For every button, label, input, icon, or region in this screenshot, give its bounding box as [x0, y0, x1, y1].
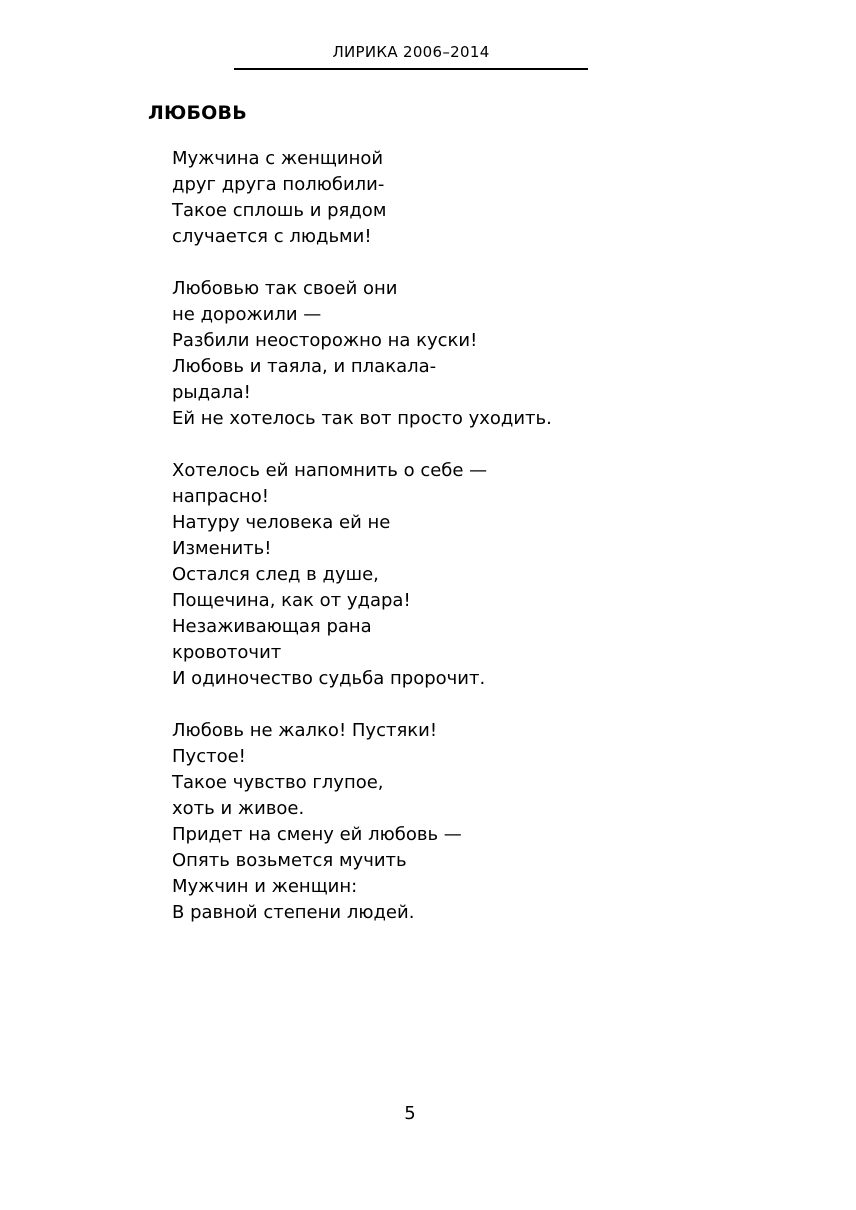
verse-line: Мужчин и женщин:	[172, 876, 358, 897]
page-number: 5	[404, 1103, 416, 1124]
verse-line: Изменить!	[172, 538, 272, 559]
verse-line: Любовью так своей они	[172, 278, 398, 299]
verse-line: Любовь и таяла, и плакала-	[172, 356, 437, 377]
verse-line: Придет на смену ей любовь —	[172, 824, 462, 845]
verse-line: хоть и живое.	[172, 798, 305, 819]
verse-line: друг друга полюбили-	[172, 174, 385, 195]
verse-line: случается с людьми!	[172, 226, 372, 247]
verse-line: В равной степени людей.	[172, 902, 415, 923]
stanza-1	[172, 146, 772, 250]
verse-line: И одиночество судьба пророчит.	[172, 668, 486, 689]
verse-line: рыдала!	[172, 382, 251, 403]
verse-line: кровоточит	[172, 642, 282, 663]
verse-line: Такое чувство глупое,	[172, 772, 384, 793]
poem-title: ЛЮБОВЬ	[148, 102, 247, 124]
verse-line: не дорожили —	[172, 304, 322, 325]
stanza-3	[172, 458, 772, 692]
verse-line: Пустое!	[172, 746, 246, 767]
verse-line: Опять возьмется мучить	[172, 850, 407, 871]
verse-line: Натуру человека ей не	[172, 512, 391, 533]
poem-body	[172, 146, 772, 952]
verse-line: Мужчина с женщиной	[172, 148, 384, 169]
verse-line: Остался след в душе,	[172, 564, 379, 585]
stanza-4	[172, 718, 772, 926]
verse-line: Такое сплошь и рядом	[172, 200, 387, 221]
verse-line: Пощечина, как от удара!	[172, 590, 411, 611]
running-header: ЛИРИКА 2006–2014	[332, 43, 490, 61]
verse-line: Любовь не жалко! Пустяки!	[172, 720, 438, 741]
verse-line: Ей не хотелось так вот просто уходить.	[172, 408, 552, 429]
header-rule	[234, 68, 588, 70]
verse-line: Хотелось ей напомнить о себе —	[172, 460, 488, 481]
verse-line: Разбили неосторожно на куски!	[172, 330, 478, 351]
stanza-2	[172, 276, 772, 432]
verse-line: напрасно!	[172, 486, 269, 507]
verse-line: Незаживающая рана	[172, 616, 372, 637]
